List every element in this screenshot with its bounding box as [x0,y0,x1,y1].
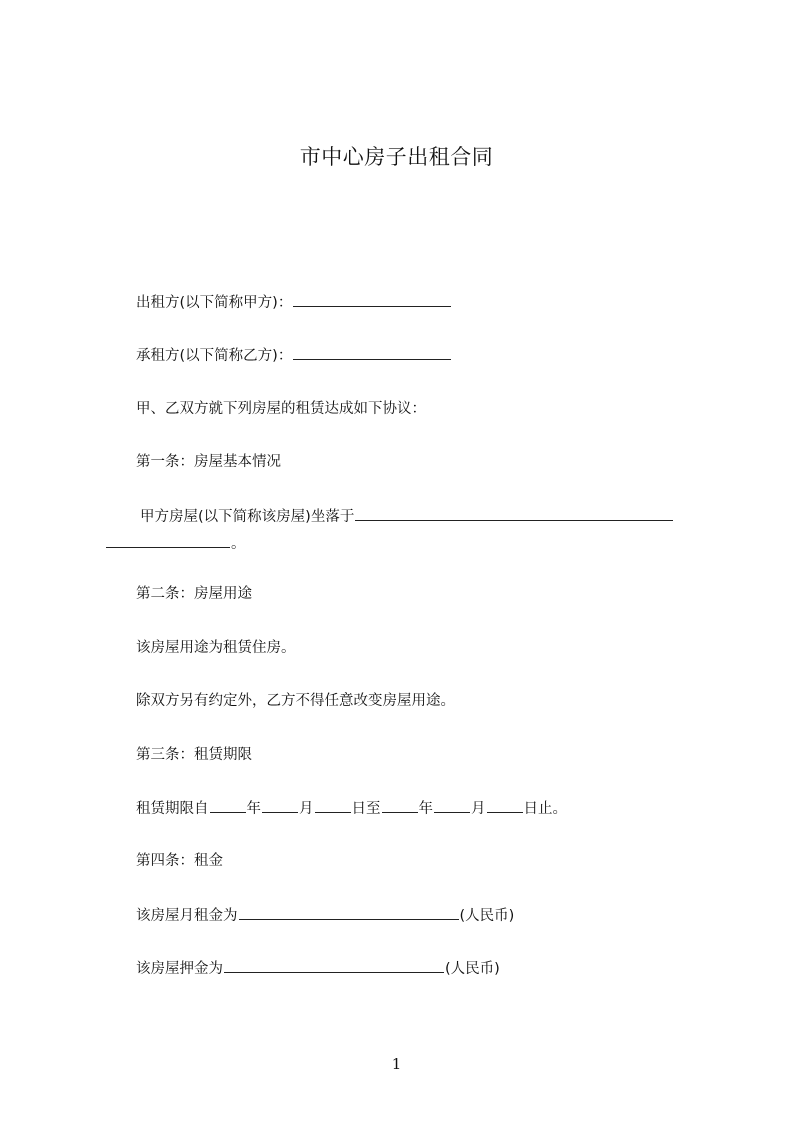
lease-term-line [136,798,567,819]
start-day-blank[interactable] [315,798,351,813]
property-address-blank[interactable] [355,506,673,521]
agreement-intro: 甲、乙双方就下列房屋的租赁达成如下协议： [136,401,426,417]
lessor-line [136,292,452,313]
rent-currency: (人民币) [459,908,515,924]
deposit-label: 该房屋押金为 [136,961,223,977]
lessee-label: 承租方(以下简称乙方)： [136,348,293,364]
article2-heading: 第二条：房屋用途 [136,586,252,602]
rent-label: 该房屋月租金为 [136,908,238,924]
rent-line [136,905,514,926]
lessor-blank[interactable] [293,292,451,307]
year-label-2: 年 [418,801,433,817]
deposit-line [136,958,500,979]
article1-heading: 第一条：房屋基本情况 [136,454,281,470]
article1-end: 。 [231,536,246,552]
end-day-blank[interactable] [487,798,523,813]
start-month-blank[interactable] [262,798,298,813]
rent-amount-blank[interactable] [239,905,459,920]
article2-text1: 该房屋用途为租赁住房。 [136,640,296,656]
day-to-label: 日至 [351,801,381,817]
article1-continuation [105,533,246,554]
end-month-blank[interactable] [434,798,470,813]
lessee-line [136,345,452,366]
month-label-2: 月 [471,801,486,817]
day-end-label: 日止。 [523,801,567,817]
lessee-blank[interactable] [293,345,451,360]
deposit-amount-blank[interactable] [224,958,444,973]
lessor-label: 出租方(以下简称甲方)： [136,295,293,311]
end-year-blank[interactable] [382,798,418,813]
page-number: 1 [391,1055,402,1073]
month-label: 月 [299,801,314,817]
document-title: 市中心房子出租合同 [299,145,494,169]
property-address-blank-2[interactable] [106,533,230,548]
article1-text-line [140,506,674,527]
article2-text2: 除双方另有约定外，乙方不得任意改变房屋用途。 [136,693,455,709]
year-label: 年 [246,801,261,817]
deposit-currency: (人民币) [445,961,500,977]
article4-heading: 第四条：租金 [136,853,223,869]
article1-text: 甲方房屋(以下简称该房屋)坐落于 [140,509,355,525]
start-year-blank[interactable] [210,798,246,813]
article3-heading: 第三条：租赁期限 [136,747,252,763]
lease-term-prefix: 租赁期限自 [136,801,209,817]
